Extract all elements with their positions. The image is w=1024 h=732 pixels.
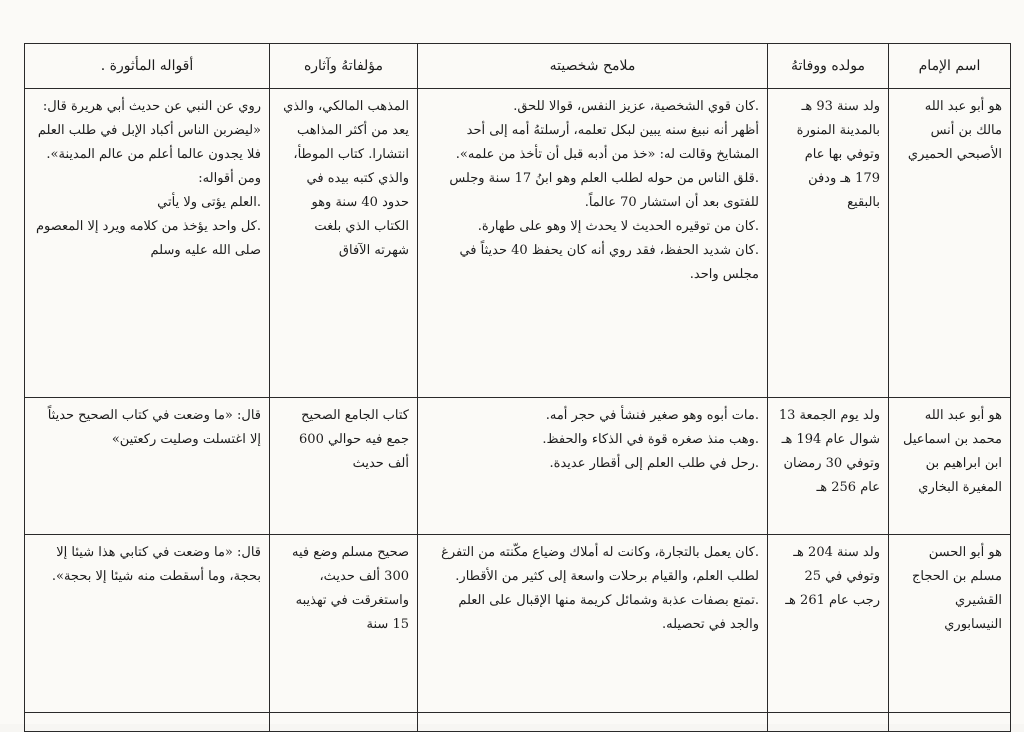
cell-sayings: روي عن النبي عن حديث أبي هريرة قال: «ليضربن الناس أكباد الإبل في طلب العلم فلا يجدون عالما أعلم من عالم المدينة». ومن أقواله: .العلم يؤتى ولا يأتي .كل واحد يؤخذ من كلامه ويرد إلا المعصوم صلى الله عليه وسلم [25,89,270,398]
cell-birth-death: ولد يوم الجمعة 13 شوال عام 194 هـ وتوفي 30 رمضان عام 256 هـ [768,398,889,535]
cell-birth-death: ولد سنة 93 هـ بالمدينة المنورة وتوفي بها عام 179 هـ ودفن بالبقيع [768,89,889,398]
cell-traits: .مات أبوه وهو صغير فنشأ في حجر أمه. .وهب منذ صغره قوة في الذكاء والحفظ. .رحل في طلب العلم إلى أقطار عديدة. [418,398,768,535]
table-row [25,398,1011,535]
table-header-row [25,44,1011,89]
cell-works: المذهب المالكي، والذي يعد من أكثر المذاهب انتشارا. كتاب الموطأ، والذي كتبه بيده في حدود 40 سنة وهو الكتاب الذي بلغت شهرته الآفاق [270,89,418,398]
bottom-rule-divider [24,712,1010,713]
cell-birth-death: ولد سنة 204 هـ وتوفي في 25 رجب عام 261 هـ [768,535,889,732]
cell-sayings: قال: «ما وضعت في كتاب الصحيح حديثاً إلا اغتسلت وصليت ركعتين» [25,398,270,535]
table-row [25,535,1011,732]
header-name: اسم الإمام [889,44,1011,89]
header-works: مؤلفاتهُ وآثاره [270,44,418,89]
header-sayings: أقواله المأثورة . [25,44,270,89]
cell-name: هو أبو عبد الله مالك بن أنس الأصبحي الحميري [889,89,1011,398]
cell-name: هو أبو عبد الله محمد بن اسماعيل ابن ابراهيم بن المغيرة البخاري [889,398,1011,535]
cell-traits: .كان قوي الشخصية، عزيز النفس، قوالا للحق. أظهر أنه نبيغ سنه يبين لبكل تعلمه، أرسلتهُ أمه إلى أحد المشايخ وقالت له: «خذ من أدبه قبل أن تأخذ من علمه». .قلق الناس من حوله لطلب العلم وهو ابنُ 17 سنة وجلس للفتوى بعد أن استشار 70 عالماً. .كان من توقيره الحديث لا يحدث إلا وهو على طهارة. .كان شديد الحفظ، فقد روي أنه كان يحفظ 40 حديثاً في مجلس واحد. [418,89,768,398]
cell-traits: .كان يعمل بالتجارة، وكانت له أملاك وضياع مكّنته من التفرغ لطلب العلم، والقيام برحلات واسعة إلى كثير من الأقطار. .تمتع بصفات عذبة وشمائل كريمة منها الإقبال على العلم والجد في تحصيله. [418,535,768,732]
table-row [25,89,1011,398]
cell-works: كتاب الجامع الصحيح جمع فيه حوالي 600 ألف حديث [270,398,418,535]
cell-name: هو أبو الحسن مسلم بن الحجاج القشيري النيسابوري [889,535,1011,732]
header-birth-death: مولده ووفاتهُ [768,44,889,89]
cell-sayings: قال: «ما وضعت في كتابي هذا شيئا إلا بحجة، وما أسقطت منه شيئا إلا بحجة». [25,535,270,732]
imams-table [24,43,1011,732]
cell-works: صحيح مسلم وضع فيه 300 ألف حديث، واستغرقت في تهذيبه 15 سنة [270,535,418,732]
header-traits: ملامح شخصيته [418,44,768,89]
